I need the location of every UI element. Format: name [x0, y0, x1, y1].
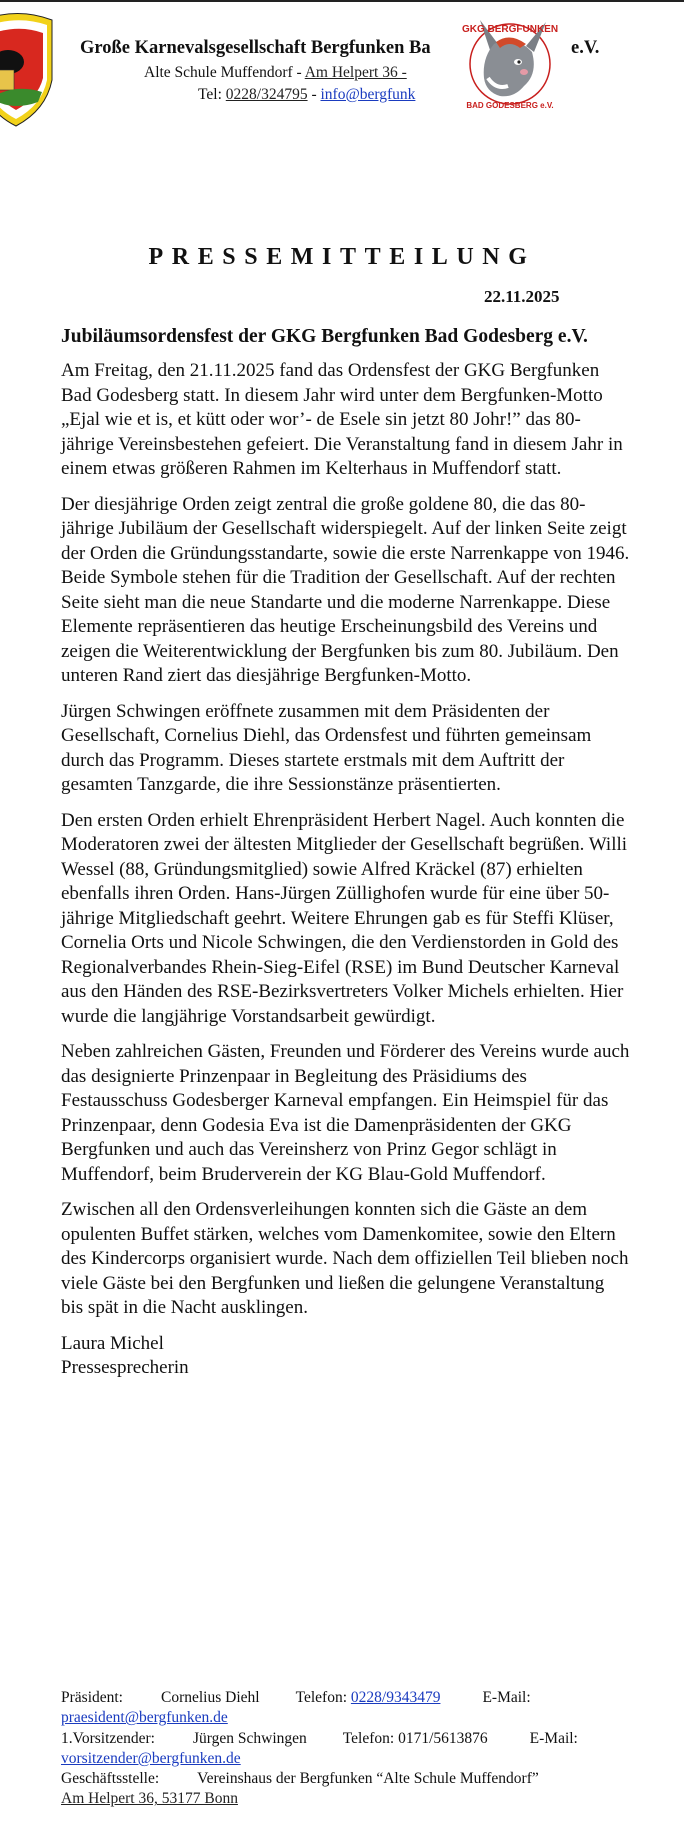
president-email-label: E-Mail:	[482, 1689, 531, 1706]
office-address: Am Helpert 36, 53177 Bonn	[61, 1790, 238, 1808]
svg-text:GKG BERGFUNKEN: GKG BERGFUNKEN	[461, 24, 559, 35]
header-address	[144, 64, 449, 82]
document-body	[61, 325, 631, 1381]
headline: Jubiläumsordensfest der GKG Bergfunken Bad Godesberg e.V.	[61, 326, 588, 347]
president-phone-label: Telefon:	[295, 1689, 351, 1706]
footer-office	[61, 1769, 601, 1810]
chairman-email-label: E-Mail:	[529, 1729, 578, 1747]
signature-name: Laura Michel	[61, 1332, 164, 1354]
svg-text:BAD GODESBERG e.V.: BAD GODESBERG e.V.	[466, 101, 554, 110]
chairman-phone-label: Telefon:	[342, 1729, 399, 1747]
president-email-link[interactable]: praesident@bergfunken.de	[61, 1709, 228, 1727]
paragraph: Neben zahlreichen Gästen, Freunden und Förderer des Vereins wurde auch das designierte Prinzenpaar in Begleitung des Präsidiums des Festausschuss Godesberger Karneval empfangen. Ein Heimspiel für das Prinzenpaar, denn Godesia Eva ist die Damenpräsidenten der GKG Bergfunken und auch das Vereinsherz von Prinz Gegor schlägt in Muffendorf, beim Bruderverein der KG Blau-Gold Muffendorf.	[61, 1041, 630, 1185]
office-label: Geschäftsstelle:	[61, 1770, 160, 1788]
president-name: Cornelius Diehl	[161, 1689, 260, 1706]
organization-suffix: e.V.	[571, 38, 600, 58]
document-date: 22.11.2025	[484, 287, 560, 306]
chairman-email-link[interactable]: vorsitzender@bergfunken.de	[61, 1749, 241, 1767]
header-contact	[198, 86, 449, 104]
organization-name: Große Karnevalsgesellschaft Bergfunken Ba	[80, 38, 431, 58]
chairman-phone: 0171/5613876	[398, 1729, 488, 1747]
top-border	[0, 0, 684, 2]
club-crest-logo	[0, 10, 56, 130]
phone-label: Tel:	[198, 86, 226, 103]
paragraph: Zwischen all den Ordensverleihungen konnten sich die Gäste an dem opulenten Buffet stärken, welches vom Damenkomitee, sowie den Eltern des Kindercorps organisiert wurde. Nach dem offiziellen Teil blieben noch viele Gäste bei den Bergfunken und ließen die gelungene Veranstaltung bis spät in die Nacht ausklingen.	[61, 1199, 629, 1318]
phone-separator: -	[307, 86, 321, 103]
president-phone-link[interactable]: 0228/9343479	[350, 1689, 441, 1706]
footer-contacts	[61, 1688, 601, 1810]
address-street: Am Helpert 36 -	[304, 64, 407, 81]
footer-president	[61, 1688, 601, 1729]
office-value: Vereinshaus der Bergfunken “Alte Schule Muffendorf”	[197, 1770, 539, 1788]
address-prefix: Alte Schule Muffendorf -	[144, 64, 305, 81]
donkey-mascot-logo	[460, 12, 560, 112]
chairman-label: 1.Vorsitzender:	[61, 1729, 155, 1747]
paragraph: Am Freitag, den 21.11.2025 fand das Ordensfest der GKG Bergfunken Bad Godesberg statt. In diesem Jahr wird unter dem Bergfunken-Motto „Ejal wie et is, et kütt oder wor’- de Esele sin jetzt 80 Johr!” das 80-jährige Vereinsbestehen gefeiert. Die Veranstaltung fand in diesem Jahr in einem etwas größeren Rahmen im Kelterhaus in Muffendorf statt.	[61, 360, 623, 479]
header-phone: 0228/324795	[225, 86, 308, 103]
paragraph: Der diesjährige Orden zeigt zentral die große goldene 80, die das 80-jährige Jubiläum der Gesellschaft widerspiegelt. Auf der linken Seite zeigt der Orden die Gründungsstandarte, sowie die erste Narrenkappe von 1946. Beide Symbole stehen für die Tradition der Gesellschaft. Auf der rechten Seite sieht man die neue Standarte und die moderne Narrenkappe. Diese Elemente repräsentieren das heutige Erscheinungsbild des Vereins und zeigen die Weiterentwicklung der Bergfunken bis zum 80. Jubiläum. Den unteren Rand ziert das diesjährige Bergfunken-Motto.	[61, 493, 630, 686]
president-label: Präsident:	[61, 1689, 123, 1706]
signature-role: Pressesprecherin	[61, 1357, 189, 1378]
chairman-name: Jürgen Schwingen	[192, 1729, 307, 1747]
header-email-link[interactable]: info@bergfunk	[320, 86, 416, 103]
paragraph: Den ersten Orden erhielt Ehrenpräsident Herbert Nagel. Auch konnten die Moderatoren zwei der ältesten Mitglieder der Gesellschaft begrüßen. Willi Wessel (88, Gründungsmitglied) sowie Alfred Kräckel (87) erhielten ebenfalls ihren Orden. Hans-Jürgen Züllighofen wurde für eine über 50-jährige Mitgliedschaft geehrt. Weitere Ehrungen gab es für Steffi Klüser, Cornelia Orts und Nicole Schwingen, die den Verdienstorden in Gold des Regionalverbandes Rhein-Sieg-Eifel (RSE) im Bund Deutscher Karneval aus den Händen des RSE-Bezirksvertreters Volker Michels erhielten. Hier wurde die langjährige Vorstandsarbeit gewürdigt.	[61, 809, 628, 1027]
paragraph: Jürgen Schwingen eröffnete zusammen mit dem Präsidenten der Gesellschaft, Cornelius Diehl, das Ordensfest und führten gemeinsam durch das Programm. Dieses startete erstmals mit dem Auftritt der gesamten Tanzgarde, die ihre Sessionstänze präsentierten.	[61, 700, 592, 795]
footer-chairman	[61, 1729, 601, 1770]
document-title: PRESSEMITTEILUNG	[148, 244, 536, 270]
